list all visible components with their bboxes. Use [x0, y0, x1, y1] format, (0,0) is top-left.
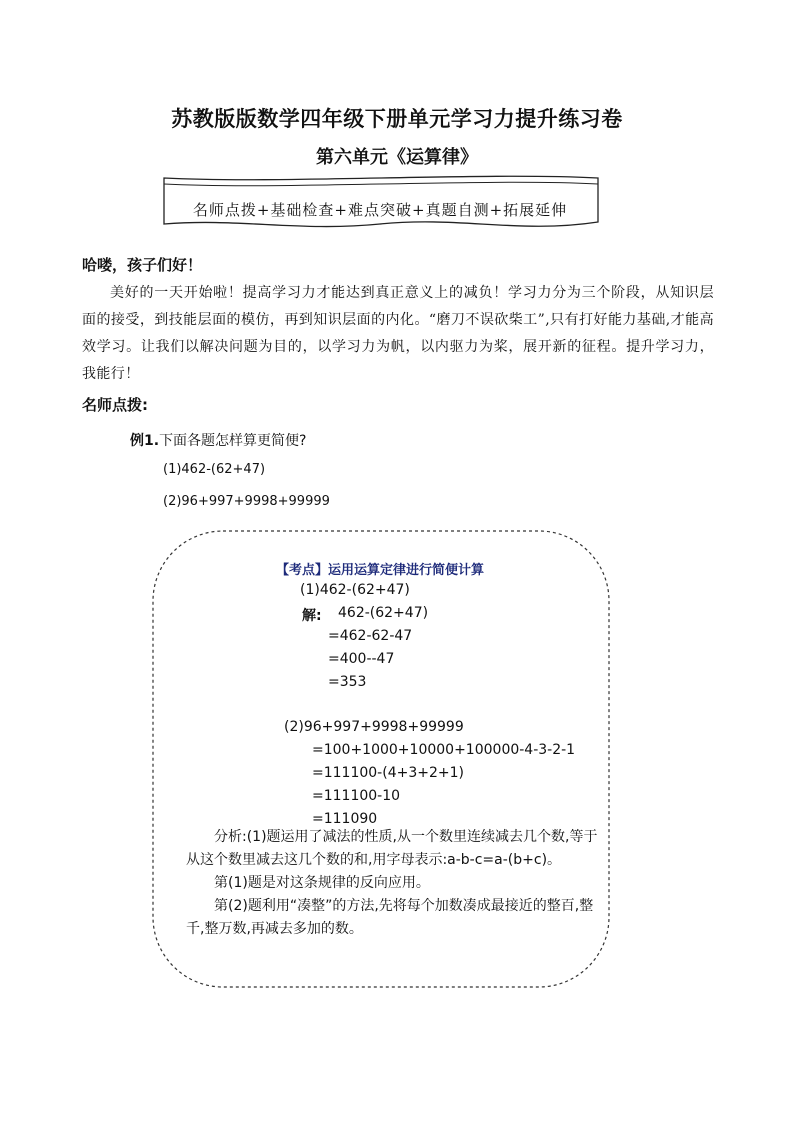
example-heading [130, 430, 307, 450]
solution-step: 462-(62+47) [338, 605, 429, 621]
greeting: 哈喽，孩子们好！ [82, 256, 203, 274]
solution-step: =353 [328, 674, 367, 690]
example-label: 例1. [130, 433, 160, 449]
solution-step: =111090 [312, 811, 378, 827]
solution-keypoint: 【考点】运用运算定律进行简便计算 [275, 563, 484, 578]
solution-analysis [186, 826, 606, 941]
example-question-1: (1)462-(62+47) [163, 462, 266, 477]
banner-text: 名师点拨+基础检查+难点突破+真题自测+拓展延伸 [192, 201, 568, 219]
page-subtitle: 第六单元《运算律》 [316, 147, 478, 168]
solution-p2-question: (2)96+997+9998+99999 [284, 719, 464, 735]
solution-step: =111100-10 [312, 788, 401, 804]
page-title: 苏教版版数学四年级下册单元学习力提升练习卷 [171, 107, 623, 131]
section-title: 名师点拨: [82, 396, 148, 414]
example-question-2: (2)96+997+9998+99999 [163, 494, 330, 509]
solution-step: =400--47 [328, 651, 395, 667]
solution-step: =100+1000+10000+100000-4-3-2-1 [312, 742, 576, 758]
solution-step: =462-62-47 [328, 628, 413, 644]
analysis-paragraph: 第(1)题是对这条规律的反向应用。 [214, 875, 430, 891]
analysis-paragraph: 第(2)题利用“凑整”的方法,先将每个加数凑成最接近的整百,整千,整万数,再减去多加的数。 [186, 898, 594, 937]
solution-p1-label: 解: [302, 608, 322, 624]
solution-step: =111100-(4+3+2+1) [312, 765, 464, 781]
solution-p1-question: (1)462-(62+47) [300, 582, 410, 598]
intro-paragraph: 美好的一天开始啦！提高学习力才能达到真正意义上的减负！学习力分为三个阶段，从知识层面的接受，到技能层面的模仿，再到知识层面的内化。“磨刀不误砍柴工”,只有打好能力基础,才能高效学习。让我们以解决问题为目的，以学习力为帆，以内驱力为桨，展开新的征程。提升学习力，我能行！ [82, 285, 714, 382]
analysis-paragraph: 分析:(1)题运用了减法的性质,从一个数里连续减去几个数,等于从这个数里减去这几个数的和,用字母表示:a-b-c=a-(b+c)。 [186, 829, 598, 868]
example-text: 下面各题怎样算更简便? [159, 433, 307, 449]
